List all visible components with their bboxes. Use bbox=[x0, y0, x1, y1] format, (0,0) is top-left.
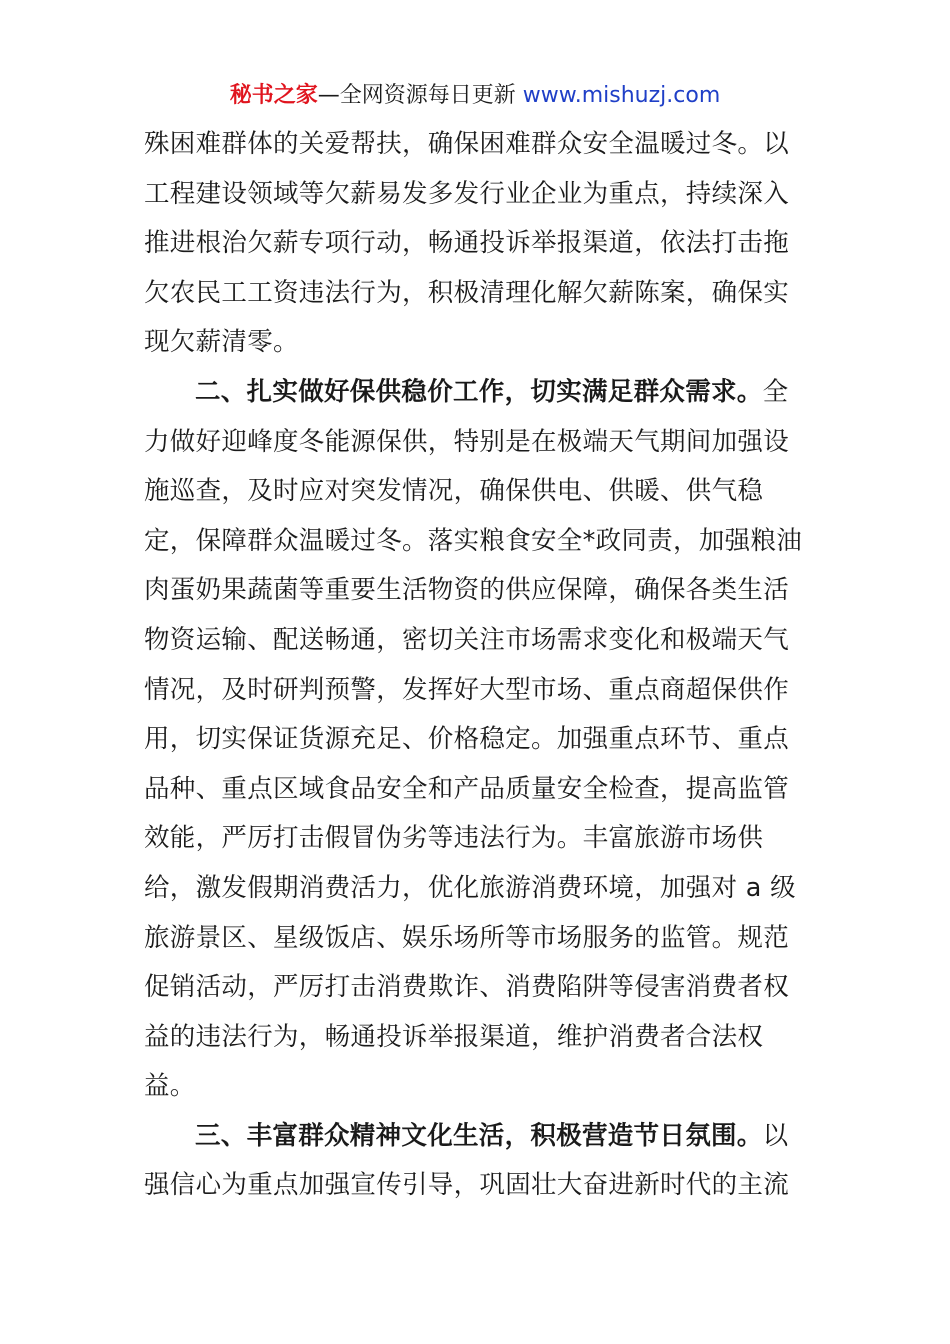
text-line: 定，保障群众温暖过冬。落实粮食安全*政同责，加强粮油 bbox=[144, 525, 803, 556]
text-line: 用，切实保证货源充足、价格稳定。加强重点环节、重点 bbox=[144, 724, 790, 755]
text-line: 促销活动，严厉打击消费欺诈、消费陷阱等侵害消费者权 bbox=[144, 972, 790, 1003]
text-line: 工程建设领域等欠薪易发多发行业企业为重点，持续深入 bbox=[144, 178, 790, 209]
text-line: 推进根治欠薪专项行动，畅通投诉举报渠道，依法打击拖 bbox=[144, 228, 790, 259]
text-fragment: 全 bbox=[762, 376, 789, 407]
text-line: 品种、重点区域食品安全和产品质量安全检查，提高监管 bbox=[144, 773, 790, 804]
text-fragment: 以 bbox=[762, 1120, 789, 1151]
paragraph-first-line bbox=[144, 368, 808, 418]
text-line: 情况，及时研判预警，发挥好大型市场、重点商超保供作 bbox=[144, 674, 790, 705]
section-heading-2: 二、扎实做好保供稳价工作，切实满足群众需求。 bbox=[195, 376, 763, 407]
banner-site-link[interactable]: www.mishuzj.com bbox=[522, 83, 721, 108]
paragraph-3 bbox=[144, 1112, 808, 1211]
paragraph-2 bbox=[144, 368, 808, 1112]
text-line: 施巡查，及时应对突发情况，确保供电、供暖、供气稳 bbox=[144, 476, 764, 507]
text-line: 现欠薪清零。 bbox=[144, 327, 299, 358]
text-line: 欠农民工工资违法行为，积极清理化解欠薪陈案，确保实 bbox=[144, 277, 790, 308]
document-body bbox=[144, 120, 808, 1211]
text-line: 物资运输、配送畅通，密切关注市场需求变化和极端天气 bbox=[144, 624, 790, 655]
text-line: 益的违法行为，畅通投诉举报渠道，维护消费者合法权 bbox=[144, 1021, 764, 1052]
banner-tagline: —全网资源每日更新 bbox=[317, 83, 516, 108]
banner-brand: 秘书之家 bbox=[229, 83, 318, 108]
text-line: 殊困难群体的关爱帮扶，确保困难群众安全温暖过冬。以 bbox=[144, 129, 790, 159]
text-line: 肉蛋奶果蔬菌等重要生活物资的供应保障，确保各类生活 bbox=[144, 575, 790, 606]
text-line: 给，激发假期消费活力，优化旅游消费环境，加强对 a 级 bbox=[144, 872, 796, 903]
text-line: 效能，严厉打击假冒伪劣等违法行为。丰富旅游市场供 bbox=[144, 823, 764, 854]
paragraph-1 bbox=[144, 120, 808, 368]
text-line: 益。 bbox=[144, 1071, 196, 1102]
section-heading-3: 三、丰富群众精神文化生活，积极营造节日氛围。 bbox=[195, 1120, 763, 1151]
text-line: 旅游景区、星级饭店、娱乐场所等市场服务的监管。规范 bbox=[144, 922, 790, 953]
text-line: 强信心为重点加强宣传引导，巩固壮大奋进新时代的主流 bbox=[144, 1170, 790, 1201]
text-line: 力做好迎峰度冬能源保供，特别是在极端天气期间加强设 bbox=[144, 426, 790, 457]
site-banner bbox=[0, 78, 950, 114]
paragraph-first-line bbox=[144, 1112, 808, 1162]
